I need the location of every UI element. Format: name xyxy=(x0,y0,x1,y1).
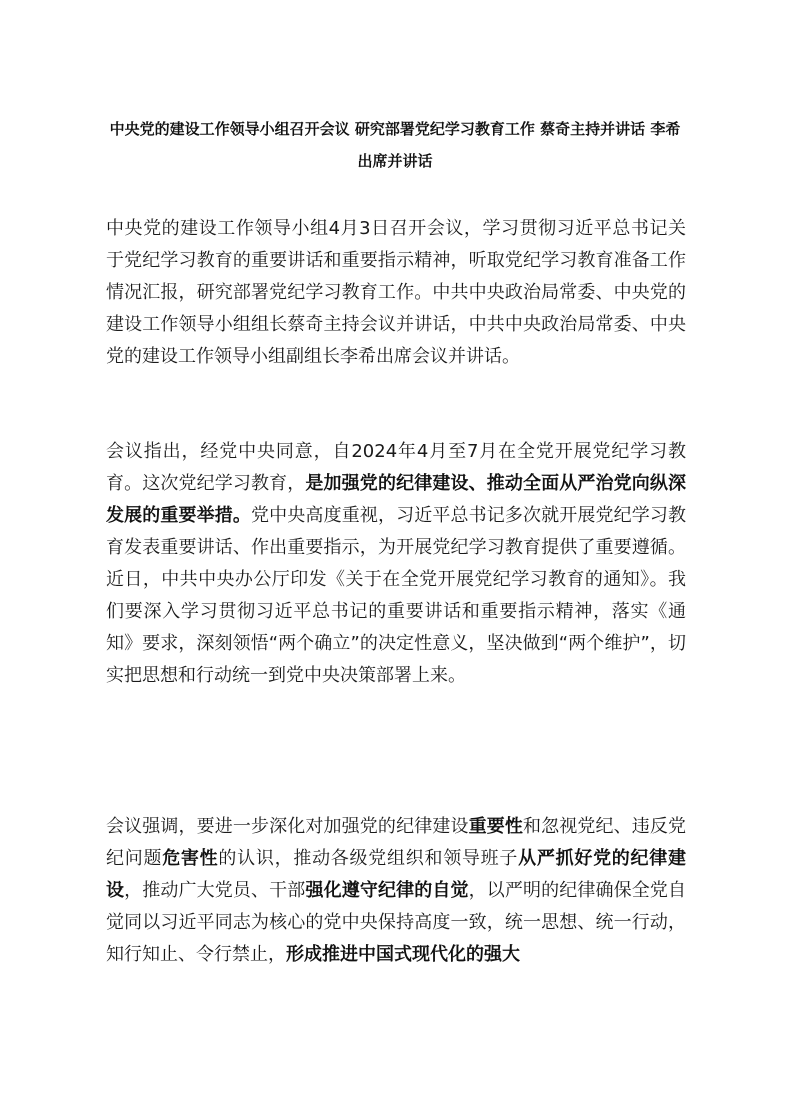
paragraph-3-bold-run-1: 重要性 xyxy=(468,816,523,837)
paragraph-3-bold-run-5: 形成推进中国式现代化的强大 xyxy=(286,944,520,965)
paragraph-3-bold-run-3: 从严抓好党的纪律建设 xyxy=(106,848,687,901)
paragraph-3-run-1: 会议强调，要进一步深化对加强党的纪律建设 xyxy=(106,816,469,837)
paragraph-2-bold-run-1: 是加强党的纪律建设、推动全面从严治党向纵深发展的重要举措。 xyxy=(106,473,687,526)
paragraph-3-bold-run-2: 危害性 xyxy=(162,848,219,869)
paragraph-2-run-2: 党中央高度重视，习近平总书记多次就开展党纪学习教育发表重要讲话、作出重要指示，为开展党纪学习教育提供了重要遵循。近日，中共中央办公厅印发《关于在全党开展党纪学习教育的通知》。我们要深入学习贯彻习近平总书记的重要讲话和重要指示精神，落实《通知》要求，深刻领悟“两个确立”的决定性意义，坚决做到“两个维护”，切实把思想和行动统一到党中央决策部署上来。 xyxy=(106,505,687,686)
paragraph-1 xyxy=(106,213,686,373)
paragraph-3-run-3: 的认识，推动各级党组织和领导班子 xyxy=(218,848,519,869)
paragraph-3 xyxy=(106,811,686,971)
paragraph-3-run-5: ，以严明的纪律确保全党自觉同以习近平同志为核心的党中央保持高度一致，统一思想、统一行动，知行知止、令行禁止， xyxy=(106,880,687,965)
paragraph-2 xyxy=(106,436,686,692)
paragraph-2-run-1: 会议指出，经党中央同意，自2024年4月至7月在全党开展党纪学习教育。这次党纪学习教育， xyxy=(106,441,686,494)
paragraph-3-run-4: ，推动广大党员、干部 xyxy=(124,880,306,901)
paragraph-1-run-1: 中央党的建设工作领导小组4月3日召开会议，学习贯彻习近平总书记关于党纪学习教育的重要讲话和重要指示精神，听取党纪学习教育准备工作情况汇报，研究部署党纪学习教育工作。中共中央政治局常委、中央党的建设工作领导小组组长蔡奇主持会议并讲话，中共中央政治局常委、中央党的建设工作领导小组副组长李希出席会议并讲话。 xyxy=(106,218,686,367)
document-title: 中央党的建设工作领导小组召开会议 研究部署党纪学习教育工作 蔡奇主持并讲话 李希出席并讲话 xyxy=(109,120,681,170)
paragraph-3-bold-run-4: 强化遵守纪律的自觉 xyxy=(305,880,469,901)
paragraph-3-run-2: 和忽视党纪、违反党纪问题 xyxy=(106,816,687,869)
